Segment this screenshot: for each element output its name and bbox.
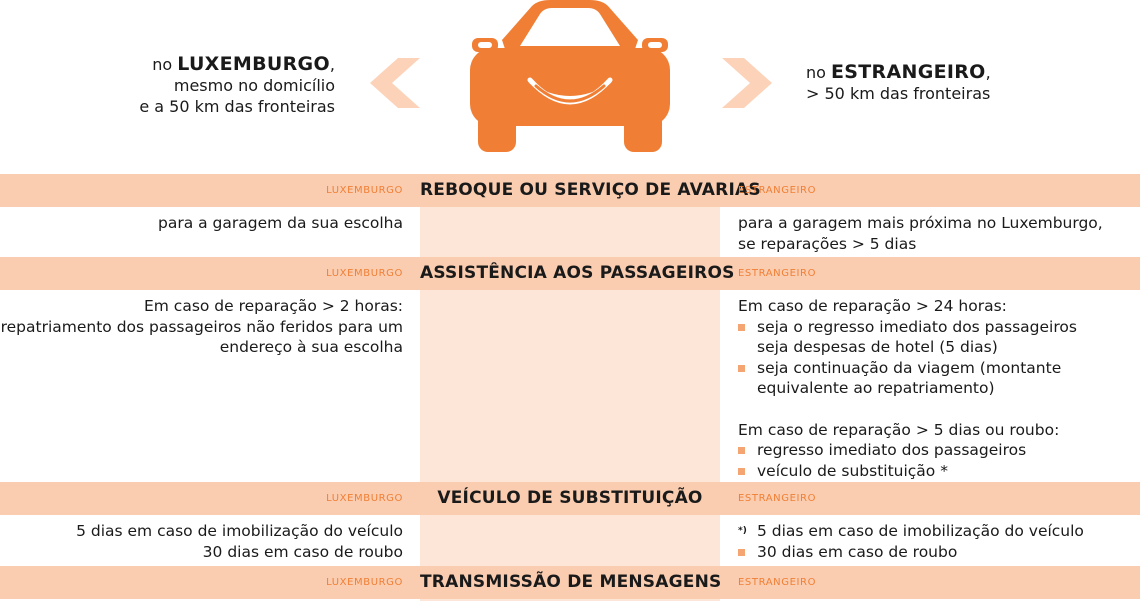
text-line: se reparações > 5 dias [738, 234, 917, 253]
bullet-item: seja o regresso imediato dos passageiros [738, 317, 1077, 338]
header-left-line2: mesmo no domicílio [173, 76, 335, 95]
section-title: ASSISTÊNCIA AOS PASSAGEIROS [420, 263, 735, 283]
bullet-item: seja continuação da viagem (montante [738, 358, 1077, 379]
bullet-item: veículo de substituição * [738, 461, 1077, 482]
tag-luxembourg: LUXEMBURGO [326, 185, 403, 196]
text-line: equivalente ao repatriamento) [757, 379, 995, 397]
tag-luxembourg: LUXEMBURGO [326, 577, 403, 588]
section-band-replacement [0, 482, 1140, 515]
tag-abroad: ESTRANGEIRO [738, 268, 817, 279]
passengers-abroad-text [738, 296, 1077, 481]
header-right-line2: > 50 km das fronteiras [806, 84, 991, 103]
text-line: 30 dias em caso de roubo [202, 542, 403, 561]
towing-abroad-text [738, 213, 1103, 254]
replacement-luxembourg-text [76, 521, 403, 562]
section-band-messages [0, 566, 1140, 599]
section-title: VEÍCULO DE SUBSTITUIÇÃO [437, 488, 703, 508]
text-line: repatriamento dos passageiros não feridos para um [0, 317, 403, 336]
passengers-luxembourg-text [1, 296, 403, 358]
text-line: 5 dias em caso de imobilização do veículo [76, 522, 403, 540]
text-line: endereço à sua escolha [219, 338, 403, 356]
tag-luxembourg: LUXEMBURGO [326, 493, 403, 504]
section-band-passengers [0, 257, 1140, 290]
bullet-item: 30 dias em caso de roubo [738, 542, 1084, 563]
text-line: Em caso de reparação > 5 dias ou roubo: [738, 420, 1060, 439]
header-right-prefix: no [806, 63, 826, 82]
text-line: Em caso de reparação > 24 horas: [738, 297, 1007, 315]
header-left-strong: LUXEMBURGO [177, 53, 330, 75]
header-left-prefix: no [152, 55, 173, 74]
text-line: Em caso de reparação > 2 horas: [143, 297, 403, 315]
header-luxembourg [139, 54, 335, 117]
text-line: seja despesas de hotel (5 dias) [757, 338, 998, 356]
footnote-line [738, 521, 1084, 542]
center-column [420, 174, 761, 601]
tag-luxembourg: LUXEMBURGO [326, 268, 403, 279]
chevron-right-icon [722, 58, 772, 108]
tag-abroad: ESTRANGEIRO [738, 577, 817, 588]
text-line: 5 dias em caso de imobilização do veículo [757, 522, 1084, 540]
text-line: para a garagem da sua escolha [157, 214, 403, 232]
tag-abroad: ESTRANGEIRO [738, 493, 817, 504]
bullet-item: regresso imediato dos passageiros [738, 440, 1077, 461]
text-line: para a garagem mais próxima no Luxemburgo, [738, 214, 1103, 232]
header-right-strong: ESTRANGEIRO [831, 61, 986, 83]
header-left-line3: e a 50 km das fronteiras [139, 97, 335, 116]
header-left-suffix: , [329, 55, 335, 74]
footnote-mark: *) [738, 526, 747, 536]
car-icon [470, 0, 670, 152]
section-title: REBOQUE OU SERVIÇO DE AVARIAS [420, 180, 761, 200]
header-right-suffix: , [985, 63, 991, 82]
section-title: TRANSMISSÃO DE MENSAGENS [420, 572, 722, 592]
replacement-abroad-text [738, 521, 1084, 562]
section-band-towing [0, 174, 1140, 207]
chevron-left-icon [370, 58, 420, 108]
towing-luxembourg-text [158, 213, 403, 234]
header-abroad [806, 62, 991, 104]
tag-abroad: ESTRANGEIRO [738, 185, 817, 196]
